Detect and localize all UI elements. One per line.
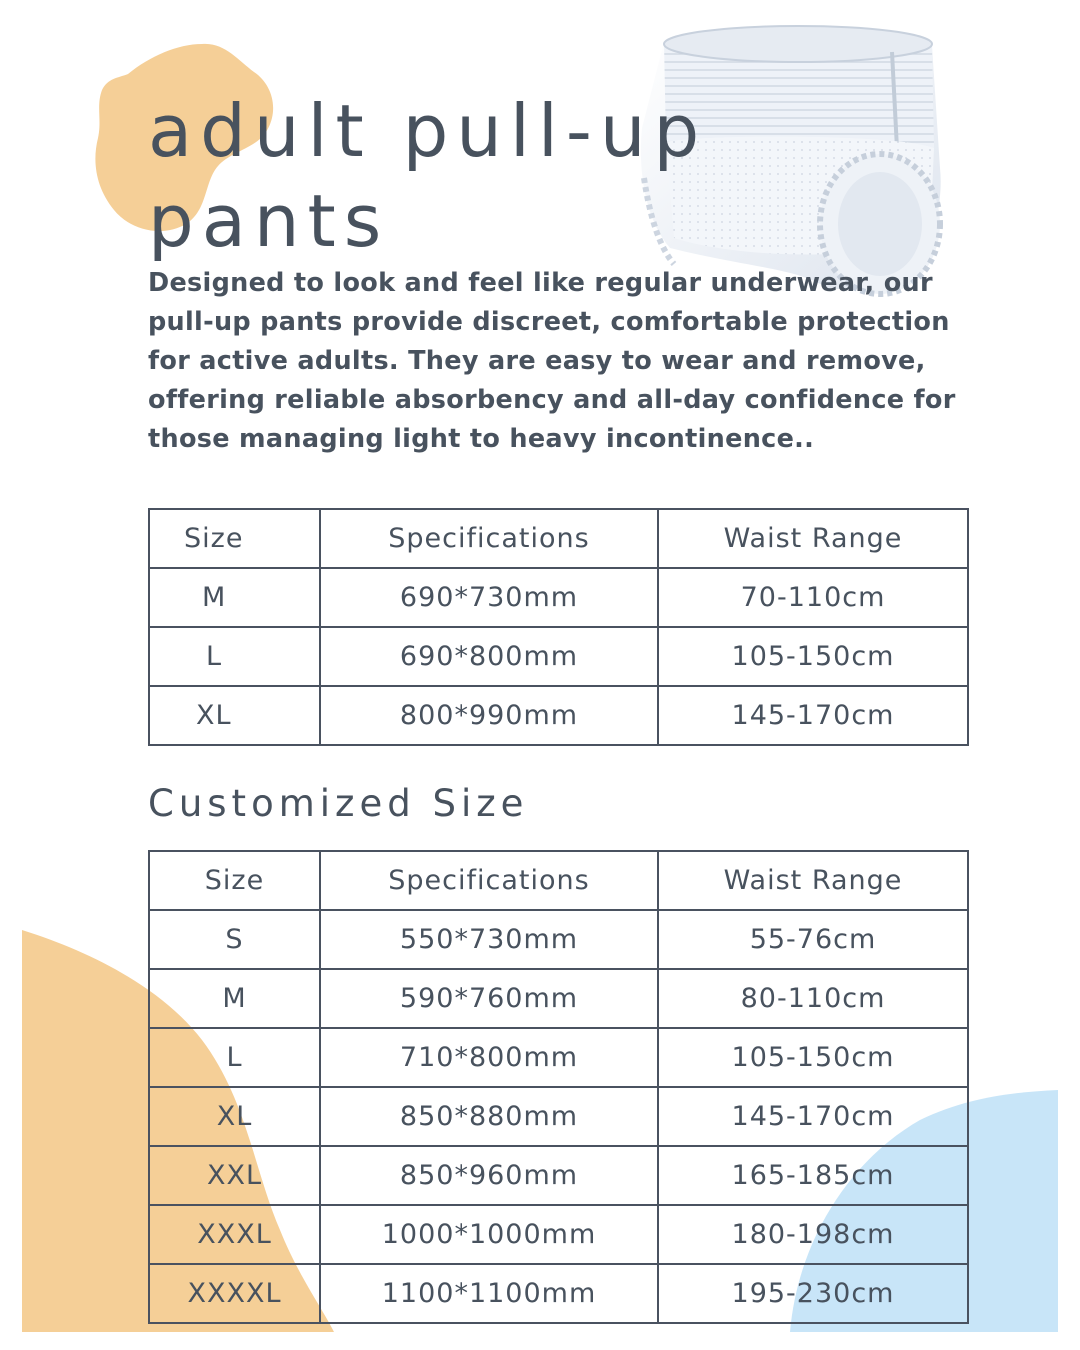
header-size: Size	[149, 851, 320, 910]
cell-size: S	[149, 910, 320, 969]
header-size: Size	[149, 509, 320, 568]
cell-waist-range: 80-110cm	[658, 969, 968, 1028]
cell-waist-range: 55-76cm	[658, 910, 968, 969]
title-line-1: adult pull-up	[148, 89, 708, 173]
table-row	[149, 568, 968, 627]
header-waist-range: Waist Range	[658, 851, 968, 910]
cell-size: M	[149, 969, 320, 1028]
cell-specifications: 590*760mm	[320, 969, 658, 1028]
cell-waist-range: 105-150cm	[658, 1028, 968, 1087]
table-row	[149, 1087, 968, 1146]
table-row	[149, 910, 968, 969]
table-row	[149, 686, 968, 745]
table-row	[149, 1264, 968, 1323]
cell-size: XXXL	[149, 1205, 320, 1264]
cell-waist-range: 105-150cm	[658, 627, 968, 686]
cell-specifications: 690*730mm	[320, 568, 658, 627]
cell-specifications: 850*880mm	[320, 1087, 658, 1146]
title-line-2: pants	[148, 179, 390, 263]
standard-size-table	[148, 508, 969, 746]
table-row	[149, 1028, 968, 1087]
table-row	[149, 1205, 968, 1264]
table-row	[149, 1146, 968, 1205]
cell-waist-range: 145-170cm	[658, 1087, 968, 1146]
cell-specifications: 1000*1000mm	[320, 1205, 658, 1264]
header-specifications: Specifications	[320, 851, 658, 910]
cell-specifications: 1100*1100mm	[320, 1264, 658, 1323]
cell-waist-range: 195-230cm	[658, 1264, 968, 1323]
cell-waist-range: 70-110cm	[658, 568, 968, 627]
table-row	[149, 627, 968, 686]
cell-specifications: 850*960mm	[320, 1146, 658, 1205]
table-header-row	[149, 509, 968, 568]
cell-size: L	[149, 627, 320, 686]
cell-waist-range: 165-185cm	[658, 1146, 968, 1205]
table-row	[149, 969, 968, 1028]
table-header-row	[149, 851, 968, 910]
cell-size: L	[149, 1028, 320, 1087]
header-waist-range: Waist Range	[658, 509, 968, 568]
page-title	[148, 86, 707, 266]
cell-specifications: 710*800mm	[320, 1028, 658, 1087]
cell-specifications: 550*730mm	[320, 910, 658, 969]
cell-specifications: 690*800mm	[320, 627, 658, 686]
customized-size-table	[148, 850, 969, 1324]
header-specifications: Specifications	[320, 509, 658, 568]
cell-size: XXXXL	[149, 1264, 320, 1323]
customized-size-heading: Customized Size	[148, 782, 529, 825]
cell-size: XL	[149, 686, 320, 745]
cell-size: XXL	[149, 1146, 320, 1205]
cell-waist-range: 145-170cm	[658, 686, 968, 745]
cell-specifications: 800*990mm	[320, 686, 658, 745]
cell-size: XL	[149, 1087, 320, 1146]
cell-size: M	[149, 568, 320, 627]
product-description: Designed to look and feel like regular underwear, our pull-up pants provide discreet, comfortable protection for active adults. They are easy to wear and remove, offering reliable absorbency and all-day confidence for those managing light to heavy incontinence..	[148, 268, 956, 454]
cell-waist-range: 180-198cm	[658, 1205, 968, 1264]
